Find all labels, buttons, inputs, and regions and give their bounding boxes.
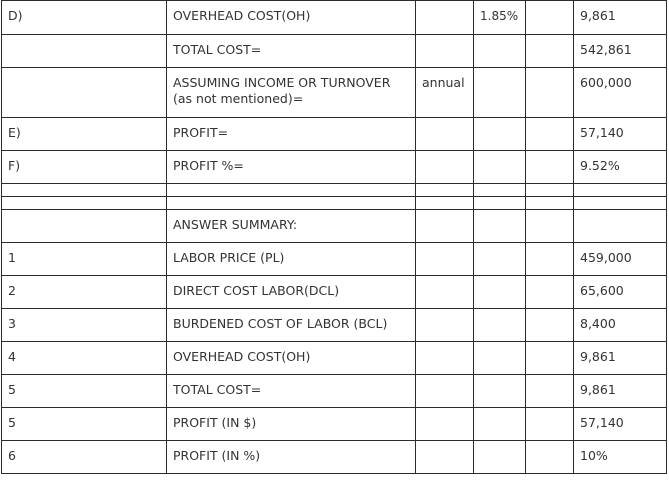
cell-rate[interactable]: [474, 118, 526, 151]
cell-empty[interactable]: [526, 68, 574, 118]
cell-description[interactable]: BURDENED COST OF LABOR (BCL): [167, 309, 416, 342]
cell-label[interactable]: 2: [2, 276, 167, 309]
cell-label[interactable]: [2, 210, 167, 243]
cell-amount[interactable]: 65,600: [574, 276, 667, 309]
cell-description[interactable]: ASSUMING INCOME OR TURNOVER (as not mentioned)=: [167, 68, 416, 118]
cell-amount[interactable]: 542,861: [574, 35, 667, 68]
cell-amount[interactable]: 600,000: [574, 68, 667, 118]
cell-label[interactable]: 5: [2, 375, 167, 408]
cell-empty[interactable]: [526, 375, 574, 408]
cell-rate[interactable]: [474, 151, 526, 184]
cell-amount[interactable]: 8,400: [574, 309, 667, 342]
cell-description[interactable]: PROFIT (IN $): [167, 408, 416, 441]
cell-empty[interactable]: [167, 184, 416, 197]
cell-label[interactable]: 1: [2, 243, 167, 276]
spacer-row: [2, 197, 667, 210]
cell-amount[interactable]: 9,861: [574, 375, 667, 408]
cell-empty[interactable]: [526, 118, 574, 151]
cell-empty[interactable]: [2, 197, 167, 210]
cell-empty[interactable]: [526, 342, 574, 375]
cell-amount[interactable]: [574, 210, 667, 243]
cell-note[interactable]: [416, 243, 474, 276]
cell-note[interactable]: [416, 408, 474, 441]
cell-label[interactable]: 3: [2, 309, 167, 342]
table-row: [2, 68, 667, 118]
table-row: [2, 243, 667, 276]
cell-empty[interactable]: [167, 197, 416, 210]
cell-empty[interactable]: [526, 441, 574, 474]
cell-label[interactable]: 4: [2, 342, 167, 375]
cell-rate[interactable]: [474, 375, 526, 408]
cell-empty[interactable]: [474, 197, 526, 210]
cell-label[interactable]: [2, 68, 167, 118]
cell-description[interactable]: OVERHEAD COST(OH): [167, 1, 416, 35]
cell-note[interactable]: [416, 441, 474, 474]
cell-rate[interactable]: [474, 408, 526, 441]
cell-empty[interactable]: [526, 243, 574, 276]
cell-empty[interactable]: [526, 210, 574, 243]
cell-description[interactable]: DIRECT COST LABOR(DCL): [167, 276, 416, 309]
cell-rate[interactable]: [474, 342, 526, 375]
cell-amount[interactable]: 459,000: [574, 243, 667, 276]
table-row: [2, 210, 667, 243]
table-row: [2, 276, 667, 309]
table-row: [2, 1, 667, 35]
cell-label[interactable]: 5: [2, 408, 167, 441]
cell-empty[interactable]: [416, 184, 474, 197]
cell-empty[interactable]: [526, 276, 574, 309]
cell-rate[interactable]: [474, 276, 526, 309]
cell-empty[interactable]: [526, 151, 574, 184]
cell-amount[interactable]: 9,861: [574, 1, 667, 35]
table-row: [2, 408, 667, 441]
cell-note[interactable]: [416, 118, 474, 151]
cell-empty[interactable]: [474, 184, 526, 197]
cell-empty[interactable]: [526, 197, 574, 210]
table-row: [2, 441, 667, 474]
cell-rate[interactable]: [474, 68, 526, 118]
cell-label[interactable]: 6: [2, 441, 167, 474]
cell-rate[interactable]: [474, 35, 526, 68]
cell-empty[interactable]: [416, 197, 474, 210]
cell-empty[interactable]: [526, 309, 574, 342]
cell-note[interactable]: [416, 375, 474, 408]
cell-description[interactable]: TOTAL COST=: [167, 375, 416, 408]
cell-note[interactable]: [416, 309, 474, 342]
cell-rate[interactable]: [474, 243, 526, 276]
cell-amount[interactable]: 57,140: [574, 408, 667, 441]
cell-rate[interactable]: [474, 210, 526, 243]
table-row: [2, 35, 667, 68]
cell-description[interactable]: LABOR PRICE (PL): [167, 243, 416, 276]
cell-label[interactable]: F): [2, 151, 167, 184]
cell-description[interactable]: OVERHEAD COST(OH): [167, 342, 416, 375]
cell-label[interactable]: D): [2, 1, 167, 35]
cell-empty[interactable]: [526, 408, 574, 441]
cell-label[interactable]: [2, 35, 167, 68]
summary-heading[interactable]: ANSWER SUMMARY:: [167, 210, 416, 243]
cell-empty[interactable]: [526, 1, 574, 35]
cell-empty[interactable]: [2, 184, 167, 197]
cell-note[interactable]: [416, 35, 474, 68]
cell-note[interactable]: [416, 276, 474, 309]
cell-description[interactable]: PROFIT=: [167, 118, 416, 151]
table-row: [2, 309, 667, 342]
cell-label[interactable]: E): [2, 118, 167, 151]
cell-note[interactable]: [416, 151, 474, 184]
table-row: [2, 375, 667, 408]
spreadsheet-table: [1, 0, 667, 474]
cell-amount[interactable]: 9.52%: [574, 151, 667, 184]
table-row: [2, 151, 667, 184]
table-row: [2, 342, 667, 375]
cell-rate[interactable]: [474, 309, 526, 342]
cell-rate[interactable]: 1.85%: [474, 1, 526, 35]
cell-empty[interactable]: [526, 184, 574, 197]
cell-rate[interactable]: [474, 441, 526, 474]
cell-note[interactable]: [416, 342, 474, 375]
cell-description[interactable]: PROFIT %=: [167, 151, 416, 184]
cell-empty[interactable]: [574, 184, 667, 197]
cell-amount[interactable]: 57,140: [574, 118, 667, 151]
cell-note[interactable]: annual: [416, 68, 474, 118]
cell-empty[interactable]: [574, 197, 667, 210]
cell-description[interactable]: PROFIT (IN %): [167, 441, 416, 474]
cell-empty[interactable]: [526, 35, 574, 68]
cell-amount[interactable]: 10%: [574, 441, 667, 474]
table-row: [2, 118, 667, 151]
cell-amount[interactable]: 9,861: [574, 342, 667, 375]
cell-note[interactable]: [416, 1, 474, 35]
spacer-row: [2, 184, 667, 197]
cell-note[interactable]: [416, 210, 474, 243]
cell-description[interactable]: TOTAL COST=: [167, 35, 416, 68]
